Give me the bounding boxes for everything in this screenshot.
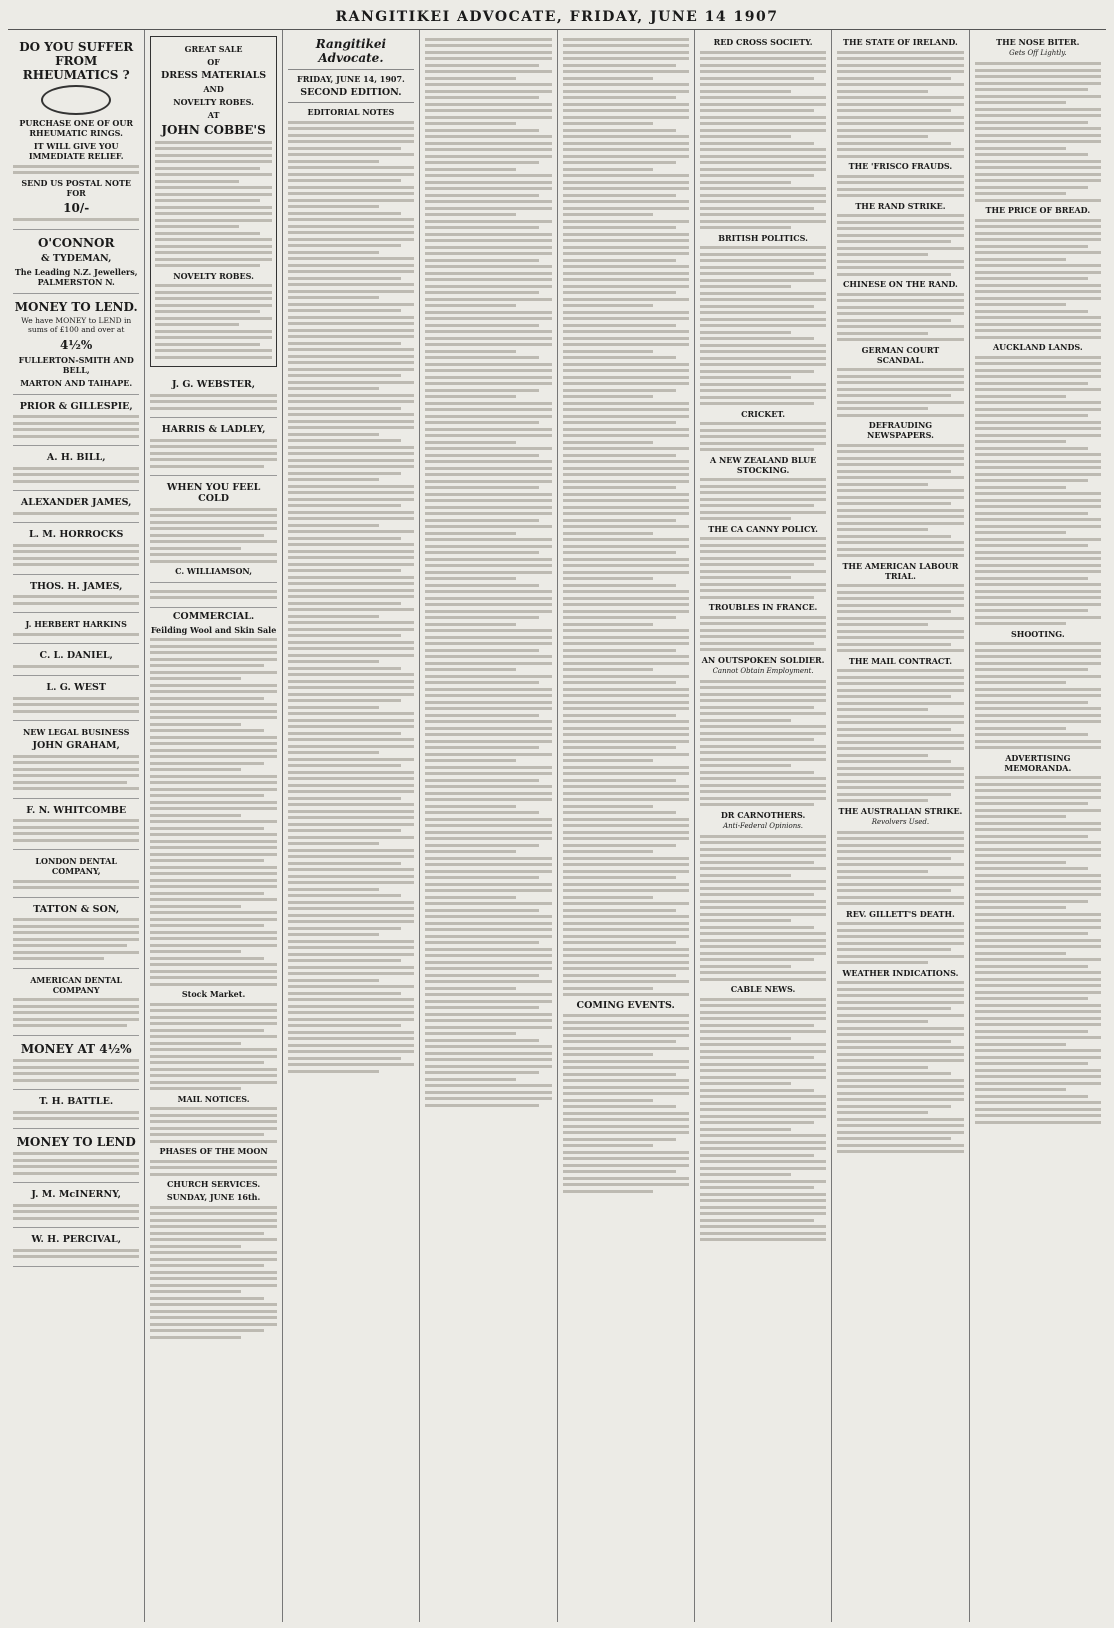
article-heading: PHASES OF THE MOON — [159, 1146, 268, 1156]
article-subheading: Gets Off Lightly. — [1009, 49, 1067, 57]
article-body — [700, 537, 826, 599]
illegible-text — [13, 512, 139, 515]
illegible-text — [13, 415, 139, 438]
article-body — [975, 356, 1101, 626]
ad-text: PURCHASE ONE OF OUR RHEUMATIC RINGS. — [19, 118, 133, 138]
divider — [288, 69, 414, 70]
article-heading: GERMAN COURT SCANDAL. — [861, 344, 940, 365]
article-heading: CRICKET. — [741, 408, 785, 419]
article-body — [837, 584, 963, 652]
ad-headline: JOHN GRAHAM, — [32, 740, 120, 751]
section-heading: ADVERTISING MEMORANDA. — [1004, 752, 1072, 773]
article-body — [975, 62, 1101, 202]
article-body — [700, 478, 826, 520]
article-heading: SUNDAY, JUNE 16th. — [166, 1192, 261, 1202]
article-body — [150, 1107, 276, 1143]
article-body — [700, 246, 826, 405]
article-heading: CHURCH SERVICES. — [166, 1179, 261, 1189]
article-body — [837, 669, 963, 802]
column-2 — [145, 30, 282, 1622]
ad-headline: LONDON DENTAL COMPANY, — [35, 856, 117, 876]
ad-headline: O'CONNOR — [37, 235, 115, 250]
section-heading: COMING EVENTS. — [576, 999, 675, 1011]
ad-headline: NOVELTY ROBES. — [173, 97, 254, 107]
illegible-text — [13, 595, 139, 605]
article-heading: AN OUTSPOKEN SOLDIER. — [701, 654, 825, 665]
columns — [8, 30, 1106, 1622]
article-body — [150, 1160, 276, 1176]
ad-headline: J. G. WEBSTER, — [172, 379, 256, 390]
paper-title: Rangitikei Advocate. — [315, 37, 387, 65]
article-body — [700, 998, 826, 1242]
article-heading: A NEW ZEALAND BLUE STOCKING. — [709, 454, 817, 475]
article-subheading: Anti-Federal Opinions. — [723, 821, 804, 830]
ad-headline: DRESS MATERIALS — [161, 70, 267, 81]
illegible-text — [13, 665, 139, 668]
ad-money-4 — [13, 1036, 139, 1091]
illegible-text — [13, 755, 139, 791]
column-8 — [970, 30, 1106, 1622]
article-heading: BRITISH POLITICS. — [718, 232, 808, 243]
ad-headline: MONEY AT 4½% — [20, 1041, 132, 1056]
article-body — [837, 51, 963, 158]
masthead: RANGITIKEI ADVOCATE, FRIDAY, JUNE 14 1907 — [8, 6, 1106, 30]
article-body — [837, 922, 963, 964]
article-body — [837, 293, 963, 342]
edition-label: SECOND EDITION. — [300, 87, 402, 98]
article-heading: DR CARNOTHERS. — [720, 809, 806, 820]
ad-headline: L. M. HORROCKS — [28, 529, 124, 540]
illegible-text — [13, 1204, 139, 1220]
article-body — [700, 680, 826, 807]
ad-headline: MONEY TO LEND — [16, 1134, 136, 1149]
article-body — [837, 444, 963, 558]
column-5 — [558, 30, 695, 1622]
ad-thos-james — [13, 575, 139, 614]
article-body — [288, 121, 414, 1073]
article-body — [150, 638, 276, 986]
article-heading: Feilding Wool and Skin Sale — [150, 624, 277, 635]
ad-london-dental — [13, 850, 139, 898]
illegible-text — [13, 1059, 139, 1082]
article-subheading: Revolvers Used. — [871, 817, 930, 826]
illegible-text — [13, 165, 139, 175]
article-body — [150, 1003, 276, 1091]
ad-rate: 4½% — [60, 337, 93, 352]
ad-headline: WHEN YOU FEEL COLD — [166, 482, 261, 504]
ad-percival — [13, 1228, 139, 1267]
ad-oconnor — [13, 230, 139, 294]
ad-headline: C. L. DANIEL, — [39, 650, 113, 661]
article-body — [837, 214, 963, 276]
column-1 — [8, 30, 145, 1622]
article-heading: THE NOSE BITER. — [996, 37, 1080, 47]
article-body — [837, 831, 963, 906]
ad-daniel — [13, 644, 139, 676]
illegible-text — [13, 218, 139, 221]
ad-american-dental — [13, 969, 139, 1036]
article-heading: CHINESE ON THE RAND. — [843, 279, 958, 289]
ad-price: 10/- — [63, 200, 90, 215]
article-body — [837, 981, 963, 1153]
ad-headline: L. G. WEST — [46, 682, 106, 693]
ad-headline: MONEY TO LEND. — [14, 299, 138, 314]
ad-headline: F. N. WHITCOMBE — [26, 804, 127, 816]
ad-headline: TATTON & SON, — [33, 903, 120, 915]
ring-illustration-icon — [41, 85, 111, 115]
article-heading: THE AUSTRALIAN STRIKE. — [838, 805, 963, 816]
illegible-text — [150, 394, 276, 410]
article-heading: TROUBLES IN FRANCE. — [708, 602, 818, 612]
article-body — [975, 776, 1101, 1124]
illegible-text — [13, 998, 139, 1027]
article-heading: THE RAND STRIKE. — [855, 200, 946, 211]
ad-headline: PRIOR & GILLESPIE, — [19, 400, 133, 412]
ad-headline: W. H. PERCIVAL, — [31, 1234, 122, 1245]
article-heading: THE PRICE OF BREAD. — [985, 205, 1091, 215]
ad-headline: NOVELTY ROBES. — [173, 270, 254, 281]
article-body — [837, 175, 963, 198]
ad-tattoo — [13, 898, 139, 969]
illegible-text — [155, 141, 271, 268]
illegible-text — [150, 508, 276, 563]
article-heading: RED CROSS SOCIETY. — [713, 37, 813, 47]
illegible-text — [13, 1152, 139, 1175]
ad-bill — [13, 446, 139, 491]
article-body — [700, 51, 826, 230]
illegible-text — [13, 697, 139, 713]
ad-headline: J. M. McINERNY, — [31, 1189, 121, 1200]
article-body — [425, 38, 551, 1107]
ad-headline: J. HERBERT HARKINS — [25, 619, 127, 629]
article-heading: AUCKLAND LANDS. — [992, 342, 1083, 352]
ad-text: IT WILL GIVE YOU IMMEDIATE RELIEF. — [28, 141, 124, 161]
article-heading: THE 'FRISCO FRAUDS. — [848, 161, 953, 171]
column-4 — [420, 30, 557, 1622]
article-heading: DEFRAUDING NEWSPAPERS. — [867, 420, 934, 440]
ad-dress-materials — [150, 36, 276, 367]
article-subheading: Cannot Obtain Employment. — [712, 666, 814, 675]
article-body — [563, 38, 689, 997]
section-heading: EDITORIAL NOTES — [307, 107, 395, 117]
ad-text: AT — [207, 110, 220, 120]
ad-text: We have MONEY to LEND in sums of £100 and over at — [21, 315, 132, 334]
illegible-text — [150, 590, 276, 600]
article-heading: WEATHER INDICATIONS. — [842, 967, 959, 978]
ad-headline: AMERICAN DENTAL COMPANY — [30, 974, 123, 995]
illegible-text — [13, 819, 139, 842]
ad-headline: DO YOU SUFFER FROM RHEUMATICS ? — [19, 40, 134, 82]
ad-headline: A. H. BILL, — [46, 452, 106, 463]
article-body — [700, 835, 826, 981]
ad-headline: NEW LEGAL BUSINESS — [22, 727, 130, 737]
ad-rheumatic-rings — [13, 34, 139, 230]
ad-webster — [150, 373, 276, 418]
article-body — [975, 642, 1101, 749]
ad-horrocks — [13, 523, 139, 575]
ad-headline: & TYDEMAN, — [40, 252, 112, 264]
article-heading: REV. GILLETT'S DEATH. — [846, 908, 955, 919]
article-body — [975, 219, 1101, 339]
ad-text: SEND US POSTAL NOTE FOR — [21, 177, 132, 198]
illegible-text — [13, 544, 139, 567]
illegible-text — [13, 1249, 139, 1259]
article-body — [700, 422, 826, 451]
article-heading: THE CA CANNY POLICY. — [708, 523, 818, 534]
ad-text: AND — [203, 84, 224, 94]
ad-graham — [13, 721, 139, 799]
section-heading: COMMERCIAL. — [172, 610, 255, 622]
ad-west — [13, 676, 139, 721]
article-heading: THE AMERICAN LABOUR TRIAL. — [842, 560, 959, 581]
ad-column-2-small — [150, 583, 276, 608]
article-body — [150, 1206, 276, 1339]
article-heading: THE MAIL CONTRACT. — [848, 655, 952, 666]
ad-money-to-lend — [13, 294, 139, 395]
illegible-text — [155, 284, 271, 359]
divider — [288, 102, 414, 103]
ad-battle — [13, 1090, 139, 1129]
ad-harris-ladley — [150, 418, 276, 476]
illegible-text — [13, 1111, 139, 1121]
ad-mcinerny — [13, 1183, 139, 1228]
ad-text: C. WILLIAMSON, — [175, 566, 253, 576]
ad-prior — [13, 395, 139, 447]
ad-headline: HARRIS & LADLEY, — [161, 424, 266, 435]
article-heading: CABLE NEWS. — [730, 984, 796, 994]
ad-harkins — [13, 613, 139, 644]
ad-feel-cold — [150, 476, 276, 583]
article-heading: MAIL NOTICES. — [177, 1093, 250, 1104]
ad-text: MARTON AND TAIHAPE. — [20, 377, 133, 388]
ad-text: The Leading N.Z. Jewellers, PALMERSTON N. — [14, 266, 138, 287]
issue-date: FRIDAY, JUNE 14, 1907. — [297, 74, 405, 84]
ad-text: OF — [207, 57, 220, 67]
illegible-text — [13, 633, 139, 636]
article-body — [837, 368, 963, 417]
illegible-text — [150, 439, 276, 468]
illegible-text — [13, 918, 139, 960]
article-heading: THE STATE OF IRELAND. — [843, 37, 958, 47]
illegible-text — [13, 880, 139, 890]
article-heading: Stock Market. — [181, 989, 246, 999]
ad-money-5 — [13, 1129, 139, 1184]
ad-alexander-james — [13, 491, 139, 523]
ad-headline: JOHN COBBE'S — [161, 123, 266, 137]
ad-text: FULLERTON-SMITH AND BELL, — [18, 354, 134, 375]
ad-headline: T. H. BATTLE. — [39, 1096, 114, 1107]
illegible-text — [13, 467, 139, 483]
article-heading: SHOOTING. — [1011, 628, 1065, 639]
ad-headline: GREAT SALE — [184, 44, 243, 54]
article-body — [563, 1014, 689, 1193]
column-3 — [283, 30, 420, 1622]
ad-headline: ALEXANDER JAMES, — [20, 497, 132, 508]
column-6 — [695, 30, 832, 1622]
ad-whitcombe — [13, 799, 139, 851]
article-body — [700, 616, 826, 652]
ad-headline: THOS. H. JAMES, — [29, 580, 123, 592]
column-7 — [832, 30, 969, 1622]
